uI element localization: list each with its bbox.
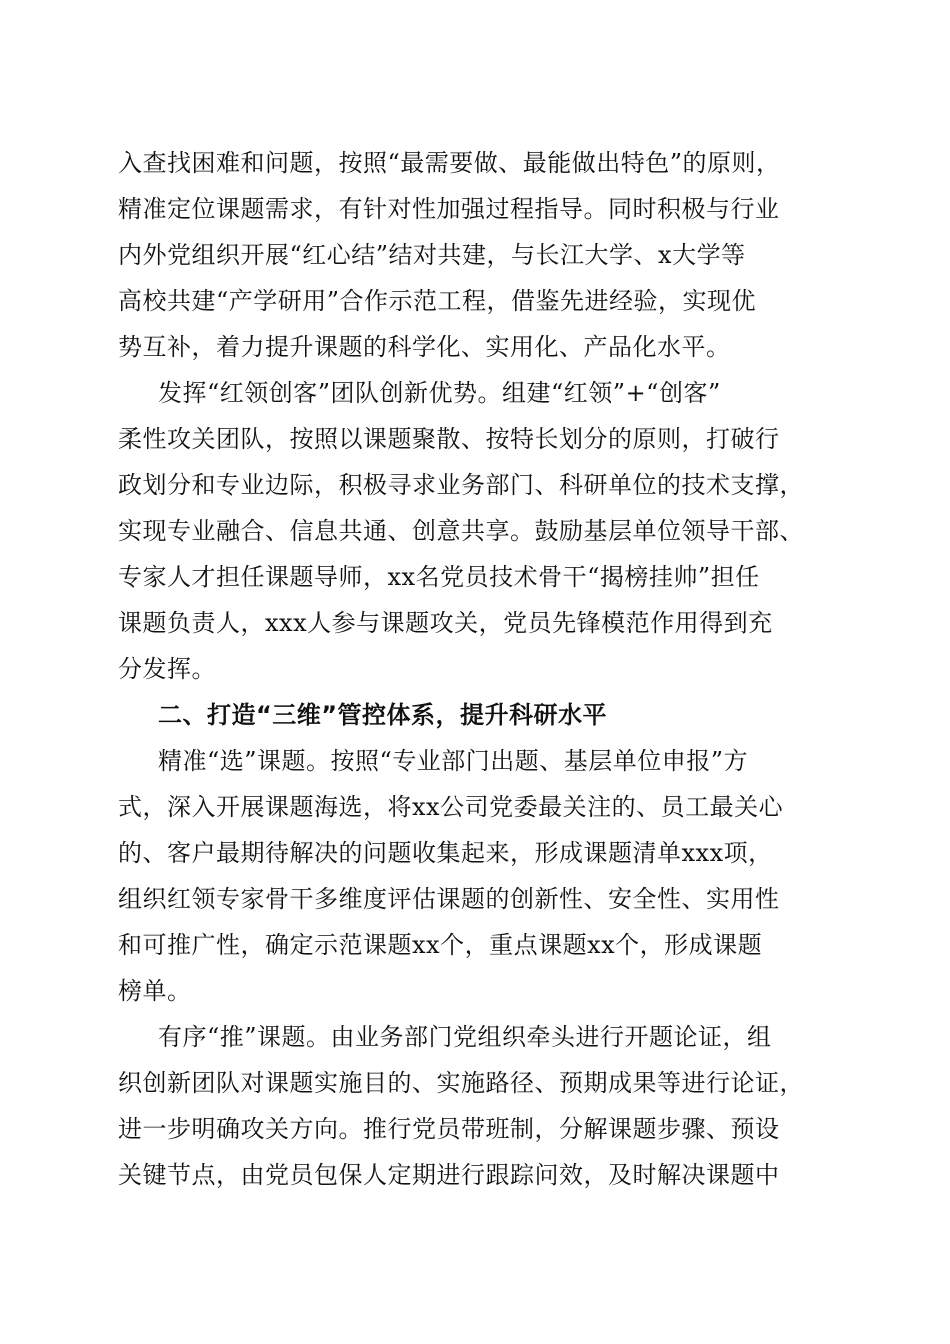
text-line: 式，深入开展课题海选，将xx公司党委最关注的、员工最关心 <box>118 793 784 821</box>
text-line: 高校共建“产学研用”合作示范工程，借鉴先进经验，实现优 <box>118 287 757 315</box>
text-line: 政划分和专业边际，积极寻求业务部门、科研单位的技术支撑， <box>118 471 804 499</box>
text-line: 入查找困难和问题，按照“最需要做、最能做出特色”的原则， <box>118 149 781 177</box>
text-line: 势互补，着力提升课题的科学化、实用化、产品化水平。 <box>118 333 731 361</box>
paragraph-start-line: 发挥“红领创客”团队创新优势。组建“红领”+“创客” <box>158 379 721 407</box>
text-line: 组织红领专家骨干多维度评估课题的创新性、安全性、实用性 <box>118 885 780 913</box>
text-line: 分发挥。 <box>118 655 216 683</box>
text-line: 织创新团队对课题实施目的、实施路径、预期成果等进行论证， <box>118 1069 804 1097</box>
text-line: 精准定位课题需求，有针对性加强过程指导。同时积极与行业 <box>118 195 780 223</box>
section-heading: 二、打造“三维”管控体系，提升科研水平 <box>158 701 608 729</box>
paragraph-start-line: 有序“推”课题。由业务部门党组织牵头进行开题论证，组 <box>158 1023 772 1051</box>
paragraph-start-line: 精准“选”课题。按照“专业部门出题、基层单位申报”方 <box>158 747 749 775</box>
text-line: 关键节点，由党员包保人定期进行跟踪问效，及时解决课题中 <box>118 1161 780 1189</box>
text-line: 课题负责人，xxx人参与课题攻关，党员先锋模范作用得到充 <box>118 609 773 637</box>
text-line: 专家人才担任课题导师，xx名党员技术骨干“揭榜挂帅”担任 <box>118 563 760 591</box>
text-line: 的、客户最期待解决的问题收集起来，形成课题清单xxx项， <box>118 839 773 867</box>
text-line: 柔性攻关团队，按照以课题聚散、按特长划分的原则，打破行 <box>118 425 780 453</box>
text-line: 榜单。 <box>118 977 192 1005</box>
text-line: 进一步明确攻关方向。推行党员带班制，分解课题步骤、预设 <box>118 1115 780 1143</box>
text-line: 内外党组织开展“红心结”结对共建，与长江大学、x大学等 <box>118 241 746 269</box>
text-line: 和可推广性，确定示范课题xx个，重点课题xx个，形成课题 <box>118 931 763 959</box>
text-line: 实现专业融合、信息共通、创意共享。鼓励基层单位领导干部、 <box>118 517 804 545</box>
